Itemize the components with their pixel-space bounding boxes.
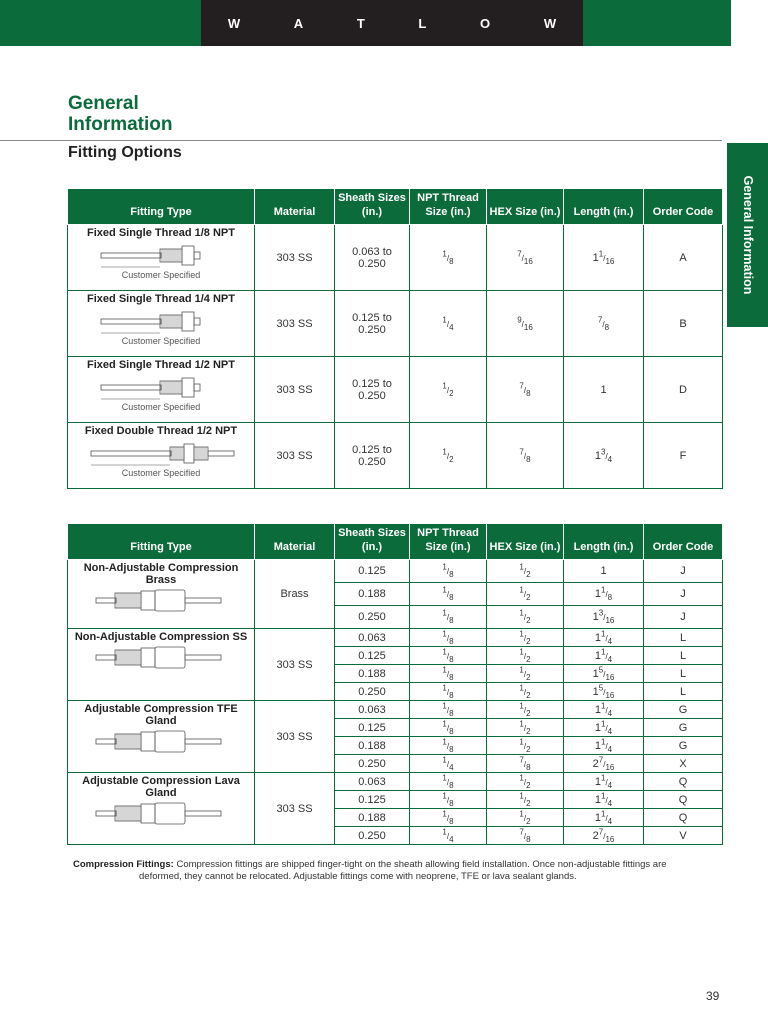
length-cell: $1^5/_{16}$ — [564, 683, 644, 701]
sheath-cell: 0.125 — [335, 560, 410, 583]
fitting-drawing — [86, 439, 236, 479]
fitting-type-name: Adjustable Compression TFE Gland — [84, 703, 238, 727]
sheath-cell: 0.063 to 0.250 — [335, 225, 410, 291]
hex-cell: $^1/_2$ — [487, 629, 564, 647]
header-npt: NPT Thread Size (in.) — [410, 524, 487, 560]
fitting-type-name: Fixed Single Thread 1/4 NPT — [87, 293, 235, 305]
tip-shape — [194, 318, 200, 325]
brand-letter: W — [227, 15, 241, 31]
material-cell: Brass — [255, 560, 335, 629]
nut-shape — [155, 647, 185, 668]
thread-shape — [160, 249, 182, 262]
customer-specified-label: Customer Specified — [121, 270, 201, 280]
length-cell: $1^1/_4$ — [564, 809, 644, 827]
fitting-type-cell — [68, 701, 255, 773]
brand-letter: O — [480, 15, 491, 31]
npt-cell: $^1/_8$ — [410, 773, 487, 791]
section-title: Fitting Options — [68, 144, 182, 161]
hex-cell: $^9/_{16}$ — [487, 291, 564, 357]
length-cell: 1 — [564, 560, 644, 583]
page-title — [68, 93, 173, 135]
length-cell: $1^1/_4$ — [564, 701, 644, 719]
side-tab-label: General Information — [740, 175, 755, 295]
npt-cell: $^1/_4$ — [410, 755, 487, 773]
fitting-drawing — [86, 241, 236, 281]
sheath-shape — [185, 811, 221, 816]
table-row — [68, 701, 723, 719]
order-code-cell: V — [644, 827, 723, 845]
npt-cell: $^1/_8$ — [410, 809, 487, 827]
note-label: Compression Fittings: — [73, 859, 174, 870]
customer-specified-label: Customer Specified — [121, 402, 201, 412]
header-order-code: Order Code — [644, 189, 723, 225]
npt-cell: $^1/_2$ — [410, 357, 487, 423]
sheath-shape — [101, 319, 161, 324]
sheath-cell: 0.125 — [335, 647, 410, 665]
hex-cell: $^7/_8$ — [487, 357, 564, 423]
sheath-shape — [185, 655, 221, 660]
npt-cell: $^1/_8$ — [410, 629, 487, 647]
compression-fitting-drawing — [91, 801, 231, 827]
fitting-type-cell — [68, 225, 255, 291]
npt-cell: $^1/_4$ — [410, 291, 487, 357]
sheath-cell: 0.063 — [335, 629, 410, 647]
length-cell: $1^1/_4$ — [564, 737, 644, 755]
header-fitting-type: Fitting Type — [68, 189, 255, 225]
material-cell: 303 SS — [255, 773, 335, 845]
hex-cell: $^7/_8$ — [487, 755, 564, 773]
npt-cell: $^1/_8$ — [410, 225, 487, 291]
brand-letter: L — [418, 15, 427, 31]
order-code-cell: G — [644, 737, 723, 755]
hex-shape — [182, 378, 194, 397]
sheath-cell: 0.188 — [335, 665, 410, 683]
sheath-shape — [101, 385, 161, 390]
header-fitting-type: Fitting Type — [68, 524, 255, 560]
npt-cell: $^1/_8$ — [410, 737, 487, 755]
hex-shape — [141, 804, 155, 823]
table-row — [68, 291, 723, 357]
npt-cell: $^1/_8$ — [410, 647, 487, 665]
order-code-cell: X — [644, 755, 723, 773]
material-cell: 303 SS — [255, 225, 335, 291]
header-material: Material — [255, 189, 335, 225]
hex-cell: $^1/_2$ — [487, 701, 564, 719]
hex-shape — [141, 591, 155, 610]
brand-letter: W — [543, 15, 557, 31]
sheath-shape — [185, 598, 221, 603]
thread-shape — [160, 381, 182, 394]
compression-fittings-table — [67, 523, 723, 845]
hex-cell: $^1/_2$ — [487, 683, 564, 701]
npt-cell: $^1/_8$ — [410, 683, 487, 701]
note-line2: deformed, they cannot be relocated. Adjustable fittings come with neoprene, TFE or lava sealant glands. — [139, 871, 577, 882]
page-title-line1: General — [68, 93, 139, 114]
sheath-shape — [96, 655, 116, 660]
header-hex: HEX Size (in.) — [487, 189, 564, 225]
order-code-cell: L — [644, 629, 723, 647]
hex-cell: $^7/_{16}$ — [487, 225, 564, 291]
hex-cell: $^1/_2$ — [487, 606, 564, 629]
fitting-type-cell — [68, 357, 255, 423]
fitting-type-cell — [68, 423, 255, 489]
page-number: 39 — [706, 989, 720, 1003]
material-cell: 303 SS — [255, 701, 335, 773]
fitting-type-cell — [68, 560, 255, 629]
length-cell: $1^3/_4$ — [564, 423, 644, 489]
fitting-type-name: Fixed Single Thread 1/8 NPT — [87, 227, 235, 239]
table-header-row — [68, 189, 723, 225]
hex-cell: $^1/_2$ — [487, 647, 564, 665]
fitting-type-cell — [68, 629, 255, 701]
sheath-cell: 0.250 — [335, 827, 410, 845]
sheath-cell: 0.125 to 0.250 — [335, 357, 410, 423]
order-code-cell: J — [644, 583, 723, 606]
order-code-cell: L — [644, 683, 723, 701]
header-hex: HEX Size (in.) — [487, 524, 564, 560]
fitting-type-cell — [68, 291, 255, 357]
npt-cell: $^1/_8$ — [410, 719, 487, 737]
fitting-drawing — [86, 373, 236, 413]
length-cell: $1^1/_4$ — [564, 773, 644, 791]
brand-letter: T — [356, 15, 365, 31]
sheath-cell: 0.125 — [335, 791, 410, 809]
hex-cell: $^1/_2$ — [487, 791, 564, 809]
hex-shape — [141, 732, 155, 751]
sheath-cell: 0.125 to 0.250 — [335, 291, 410, 357]
npt-cell: $^1/_8$ — [410, 701, 487, 719]
table-row — [68, 773, 723, 791]
hex-cell: $^1/_2$ — [487, 773, 564, 791]
order-code-cell: L — [644, 665, 723, 683]
compression-fitting-drawing — [91, 645, 231, 671]
sheath-shape — [96, 811, 116, 816]
order-code-cell: Q — [644, 791, 723, 809]
thread-shape — [160, 315, 182, 328]
brand-logo — [201, 0, 583, 46]
length-cell: $1^1/_4$ — [564, 629, 644, 647]
header-order-code: Order Code — [644, 524, 723, 560]
hex-shape — [182, 312, 194, 331]
nut-shape — [155, 590, 185, 611]
compression-fitting-drawing — [91, 729, 231, 755]
sheath-cell: 0.063 — [335, 773, 410, 791]
order-code-cell: J — [644, 606, 723, 629]
title-divider — [0, 140, 722, 141]
npt-cell: $^1/_4$ — [410, 827, 487, 845]
compression-note — [73, 859, 713, 883]
order-code-cell: D — [644, 357, 723, 423]
sheath-cell: 0.250 — [335, 683, 410, 701]
material-cell: 303 SS — [255, 357, 335, 423]
sheath-shape — [208, 451, 234, 456]
header-length: Length (in.) — [564, 524, 644, 560]
length-cell: $1^1/_8$ — [564, 583, 644, 606]
hex-cell: $^1/_2$ — [487, 583, 564, 606]
sheath-cell: 0.188 — [335, 583, 410, 606]
table-row — [68, 225, 723, 291]
customer-specified-label: Customer Specified — [121, 468, 201, 478]
length-cell: $1^1/_{16}$ — [564, 225, 644, 291]
fitting-type-cell — [68, 773, 255, 845]
order-code-cell: Q — [644, 773, 723, 791]
page-title-line2: Information — [68, 114, 173, 135]
npt-cell: $^1/_2$ — [410, 423, 487, 489]
sheath-cell: 0.125 to 0.250 — [335, 423, 410, 489]
fitting-type-name: Non-Adjustable Compression Brass — [83, 562, 239, 586]
sheath-shape — [96, 739, 116, 744]
fitting-type-name: Fixed Single Thread 1/2 NPT — [87, 359, 235, 371]
hex-cell: $^1/_2$ — [487, 719, 564, 737]
sheath-shape — [101, 253, 161, 258]
sheath-cell: 0.250 — [335, 755, 410, 773]
note-line1: Compression fittings are shipped finger-tight on the sheath allowing field installation. Once non-adjustable fittings are — [176, 859, 667, 870]
length-cell: $1^3/_{16}$ — [564, 606, 644, 629]
fitting-type-name: Non-Adjustable Compression SS — [74, 631, 248, 643]
order-code-cell: L — [644, 647, 723, 665]
table-header-row — [68, 524, 723, 560]
npt-cell: $^1/_8$ — [410, 606, 487, 629]
order-code-cell: A — [644, 225, 723, 291]
hex-shape — [141, 648, 155, 667]
header-length: Length (in.) — [564, 189, 644, 225]
length-cell: $1^1/_4$ — [564, 647, 644, 665]
sheath-shape — [91, 451, 171, 456]
length-cell: 1 — [564, 357, 644, 423]
npt-cell: $^1/_8$ — [410, 560, 487, 583]
length-cell: $2^7/_{16}$ — [564, 755, 644, 773]
nut-shape — [155, 803, 185, 824]
npt-cell: $^1/_8$ — [410, 791, 487, 809]
hex-cell: $^1/_2$ — [487, 665, 564, 683]
hex-cell: $^7/_8$ — [487, 423, 564, 489]
sheath-cell: 0.125 — [335, 719, 410, 737]
npt-cell: $^1/_8$ — [410, 583, 487, 606]
customer-specified-label: Customer Specified — [121, 336, 201, 346]
table-row — [68, 629, 723, 647]
hex-cell: $^1/_2$ — [487, 737, 564, 755]
header-sheath: Sheath Sizes (in.) — [335, 524, 410, 560]
sheath-cell: 0.063 — [335, 701, 410, 719]
order-code-cell: Q — [644, 809, 723, 827]
sheath-cell: 0.250 — [335, 606, 410, 629]
fitting-type-name: Adjustable Compression Lava Gland — [82, 775, 240, 799]
fitting-type-name: Fixed Double Thread 1/2 NPT — [84, 425, 238, 437]
sheath-shape — [185, 739, 221, 744]
header-npt: NPT Thread Size (in.) — [410, 189, 487, 225]
hex-cell: $^1/_2$ — [487, 809, 564, 827]
compression-fitting-drawing — [91, 588, 231, 614]
length-cell: $^7/_8$ — [564, 291, 644, 357]
length-cell: $1^1/_4$ — [564, 719, 644, 737]
table-row — [68, 423, 723, 489]
table-row — [68, 357, 723, 423]
material-cell: 303 SS — [255, 629, 335, 701]
side-tab[interactable] — [727, 143, 768, 327]
hex-cell: $^1/_2$ — [487, 560, 564, 583]
order-code-cell: F — [644, 423, 723, 489]
hex-cell: $^7/_8$ — [487, 827, 564, 845]
order-code-cell: G — [644, 719, 723, 737]
fixed-fittings-table — [67, 188, 723, 489]
material-cell: 303 SS — [255, 291, 335, 357]
order-code-cell: J — [644, 560, 723, 583]
hex-shape — [184, 444, 194, 463]
table-row — [68, 560, 723, 583]
sheath-cell: 0.188 — [335, 737, 410, 755]
tip-shape — [194, 252, 200, 259]
material-cell: 303 SS — [255, 423, 335, 489]
npt-cell: $^1/_8$ — [410, 665, 487, 683]
nut-shape — [155, 731, 185, 752]
length-cell: $2^7/_{16}$ — [564, 827, 644, 845]
hex-shape — [182, 246, 194, 265]
length-cell: $1^5/_{16}$ — [564, 665, 644, 683]
length-cell: $1^1/_4$ — [564, 791, 644, 809]
fitting-drawing — [86, 307, 236, 347]
brand-letter: A — [293, 15, 304, 31]
tip-shape — [194, 384, 200, 391]
sheath-cell: 0.188 — [335, 809, 410, 827]
sheath-shape — [96, 598, 116, 603]
order-code-cell: B — [644, 291, 723, 357]
header-sheath: Sheath Sizes (in.) — [335, 189, 410, 225]
order-code-cell: G — [644, 701, 723, 719]
header-material: Material — [255, 524, 335, 560]
